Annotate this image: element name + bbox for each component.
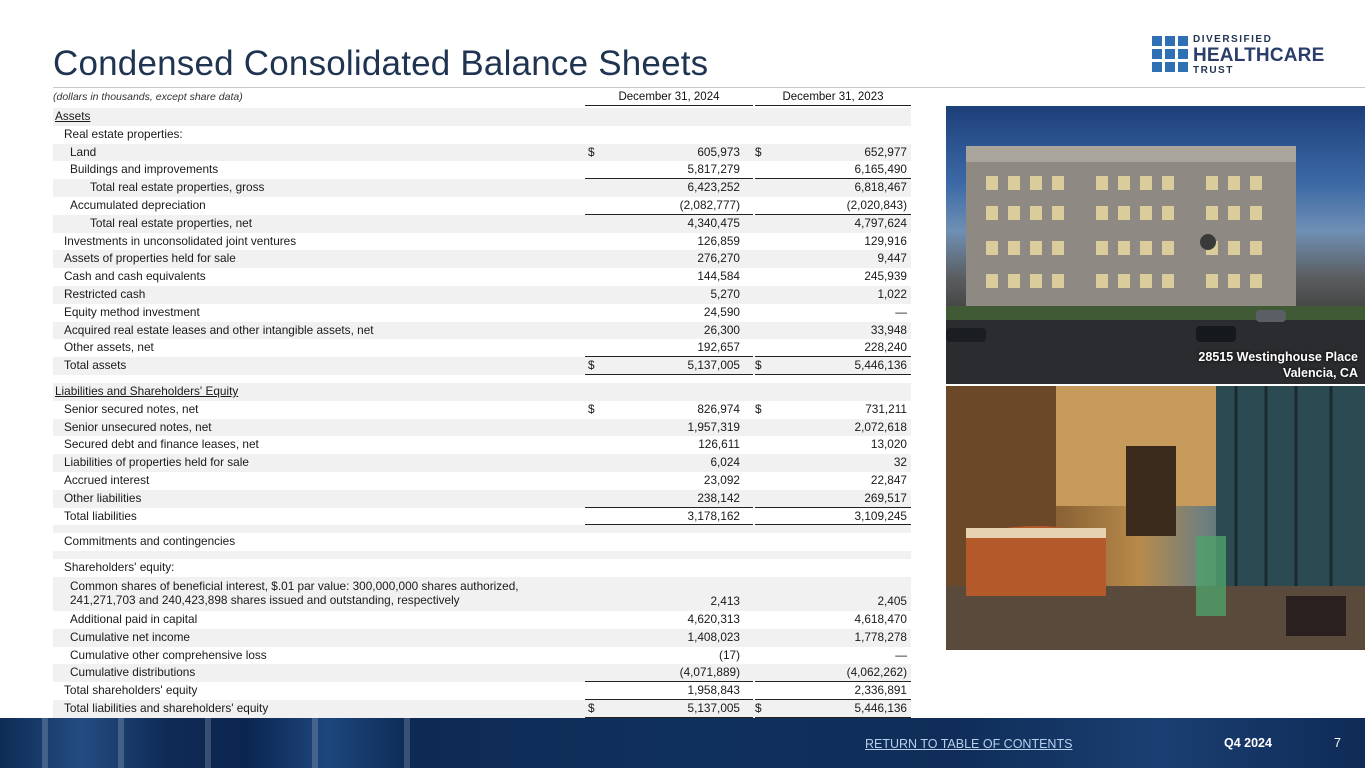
currency-symbol: $ [588,144,595,159]
row-label: Total liabilities and shareholders' equity [64,700,269,715]
table-row [53,490,911,508]
value-2024: (17) [719,647,740,662]
table-row [53,629,911,647]
value-2024: 5,270 [710,286,740,301]
table-row [53,126,911,144]
value-2024: 1,957,319 [687,419,740,434]
table-row [53,647,911,665]
table-row [53,357,911,375]
table-row [53,664,911,682]
row-label: Restricted cash [64,286,146,301]
row-label: Cumulative net income [70,629,190,644]
value-2023: 6,818,467 [854,180,907,195]
value-2024: 6,024 [710,455,740,470]
value-2023: 5,446,136 [854,358,907,373]
value-2023: — [895,647,907,662]
table-row [53,559,911,577]
value-2024: (2,082,777) [679,197,740,212]
row-label: Land [70,144,97,159]
spacer-row [53,525,911,533]
value-2024: 5,137,005 [687,358,740,373]
table-row [53,339,911,357]
row-label: Buildings and improvements [70,162,219,177]
table-row [53,268,911,286]
row-label: Commitments and contingencies [64,534,236,549]
building-photo [946,106,1365,384]
table-row [53,197,911,215]
row-label: Liabilities and Shareholders' Equity [55,383,239,398]
row-label: Equity method investment [64,304,200,319]
lobby-photo [946,386,1365,650]
spacer-row [53,375,911,383]
value-2023: 129,916 [864,233,907,248]
value-2024: 605,973 [697,144,740,159]
value-2024: 1,408,023 [687,629,740,644]
value-2024: 238,142 [697,490,740,505]
value-2023: 1,778,278 [854,629,907,644]
row-label: Assets of properties held for sale [64,251,236,266]
row-label: Secured debt and finance leases, net [64,437,259,452]
value-2023: 32 [893,455,907,470]
currency-symbol: $ [588,700,595,715]
table-row [53,304,911,322]
row-label: Accrued interest [64,472,150,487]
value-2024: (4,071,889) [679,665,740,680]
value-2024: 3,178,162 [687,508,740,523]
table-row [53,401,911,419]
row-label: Assets [55,109,91,123]
value-2023: (4,062,262) [846,665,907,680]
table-row [53,682,911,700]
value-2024: 5,817,279 [687,162,740,177]
value-2024: 826,974 [697,401,740,416]
row-label: Total shareholders' equity [64,683,198,698]
table-row [53,436,911,454]
row-label: Cash and cash equivalents [64,269,206,284]
logo-grid-icon [1152,36,1188,72]
row-label: Accumulated depreciation [70,197,206,212]
row-label: Total liabilities [64,508,137,523]
lobby-illustration [946,386,1365,650]
value-2024: 126,859 [697,233,740,248]
balance-sheet-table [53,108,911,718]
row-label: Total real estate properties, net [90,215,252,230]
row-label-continued: 241,271,703 and 240,423,898 shares issued and outstanding, respectively [70,592,460,607]
value-2023: 245,939 [864,269,907,284]
value-2023: 6,165,490 [854,162,907,177]
value-2024: 126,611 [698,437,740,452]
row-label: Liabilities of properties held for sale [64,455,249,470]
table-row [53,611,911,629]
row-label: Senior unsecured notes, net [64,419,212,434]
photo-caption-city: Valencia, CA [1282,366,1358,380]
value-2024: 2,413 [710,593,740,608]
value-2024: 4,340,475 [687,215,740,230]
row-label: Additional paid in capital [70,611,198,626]
table-row [53,286,911,304]
units-note: (dollars in thousands, except share data) [53,91,243,103]
value-2023: — [895,304,907,319]
table-row [53,508,911,526]
value-2023: 2,336,891 [854,683,907,698]
table-row [53,108,911,126]
row-label: Total assets [64,358,127,373]
currency-symbol: $ [755,401,762,416]
value-2023: 5,446,136 [854,700,907,715]
table-row [53,472,911,490]
row-label: Acquired real estate leases and other intangible assets, net [64,322,374,337]
row-label: Investments in unconsolidated joint ventures [64,233,297,248]
value-2023: 652,977 [864,144,907,159]
value-2023: 9,447 [877,251,907,266]
table-row [53,144,911,162]
value-2023: 2,405 [877,593,907,608]
row-label: Cumulative distributions [70,665,196,680]
value-2023: 3,109,245 [854,508,907,523]
value-2024: 1,958,843 [687,683,740,698]
building-illustration [946,106,1365,384]
currency-symbol: $ [755,700,762,715]
table-row [53,533,911,551]
value-2024: 24,590 [703,304,740,319]
value-2024: 276,270 [697,251,740,266]
table-row [53,419,911,437]
spacer-row [53,551,911,559]
value-2023: 4,797,624 [854,215,907,230]
currency-symbol: $ [588,358,595,373]
currency-symbol: $ [588,401,595,416]
table-row [53,577,911,611]
row-label: Other assets, net [64,340,154,355]
table-row [53,179,911,197]
row-label: Other liabilities [64,490,142,505]
value-2023: 228,240 [864,340,907,355]
value-2024: 5,137,005 [687,700,740,715]
page-title: Condensed Consolidated Balance Sheets [53,44,709,83]
row-label: Senior secured notes, net [64,401,199,416]
table-row [53,233,911,251]
table-row [53,161,911,179]
row-label: Common shares of beneficial interest, $.01 par value: 300,000,000 shares authorized, [70,578,519,593]
value-2023: 731,211 [865,401,907,416]
page-number: 7 [1334,736,1341,750]
currency-symbol: $ [755,144,762,159]
value-2023: 269,517 [864,490,907,505]
column-header-2023: December 31, 2023 [755,91,911,106]
value-2023: 13,020 [870,437,907,452]
table-row [53,215,911,233]
value-2024: 26,300 [703,322,740,337]
value-2023: (2,020,843) [846,197,907,212]
return-to-toc-link[interactable]: RETURN TO TABLE OF CONTENTS [865,737,1073,751]
table-row [53,250,911,268]
logo-line-2: HEALTHCARE [1193,45,1325,66]
currency-symbol: $ [755,358,762,373]
value-2024: 6,423,252 [687,180,740,195]
value-2024: 192,657 [697,340,740,355]
row-label: Real estate properties: [64,126,183,141]
value-2023: 22,847 [870,472,907,487]
value-2024: 23,092 [703,472,740,487]
value-2024: 4,620,313 [687,611,740,626]
report-period: Q4 2024 [1224,736,1272,750]
logo-line-3: TRUST [1193,65,1234,76]
value-2023: 33,948 [870,322,907,337]
value-2023: 1,022 [877,286,907,301]
value-2023: 4,618,470 [854,611,907,626]
footer-bar [0,718,1365,768]
logo-line-1: DIVERSIFIED [1193,34,1273,45]
row-label: Shareholders' equity: [64,560,175,575]
value-2023: 2,072,618 [854,419,907,434]
title-divider [53,87,1365,88]
value-2024: 144,584 [697,269,740,284]
table-row [53,700,911,718]
row-label: Total real estate properties, gross [90,180,265,195]
table-row [53,454,911,472]
row-label: Cumulative other comprehensive loss [70,647,267,662]
photo-caption-address: 28515 Westinghouse Place [1198,350,1358,364]
column-header-2024: December 31, 2024 [585,91,753,106]
table-row [53,322,911,340]
company-logo [1152,34,1332,76]
table-row [53,383,911,401]
